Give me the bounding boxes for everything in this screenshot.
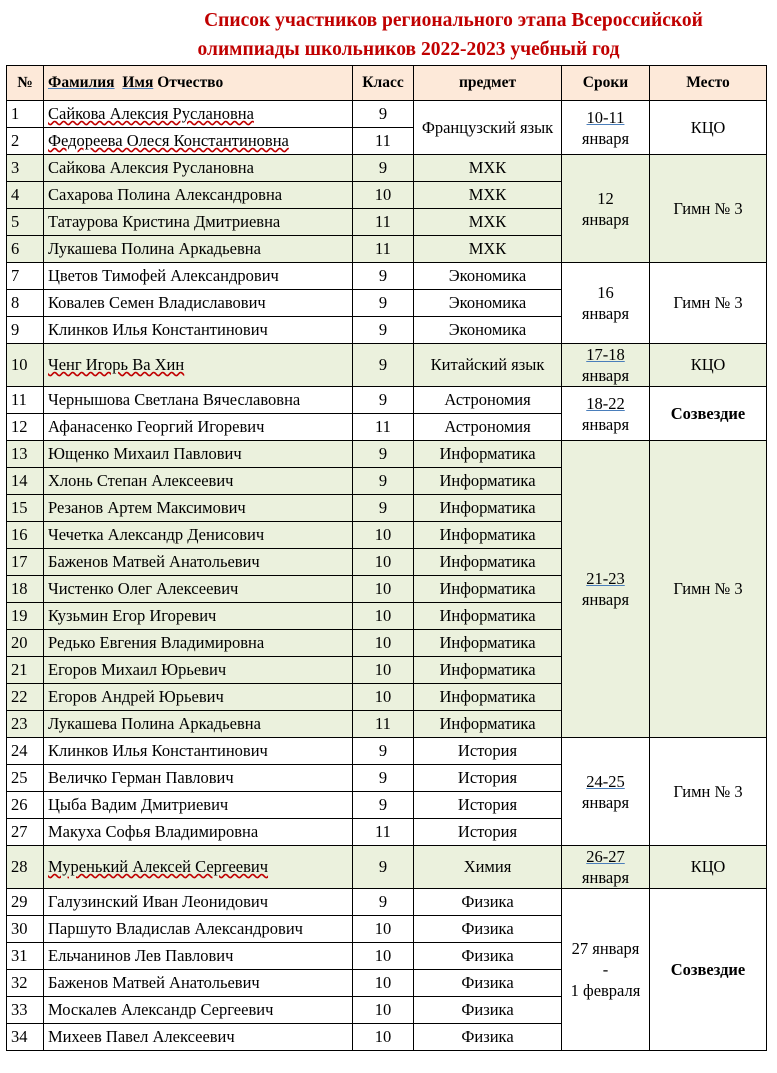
table-row	[7, 889, 767, 916]
group-place: Гимн № 3	[650, 155, 767, 263]
row-name: Сахарова Полина Александровна	[44, 182, 353, 209]
row-num: 34	[7, 1024, 44, 1051]
group-place: Созвездие	[650, 889, 767, 1051]
dates-dash: -	[602, 960, 609, 979]
row-name-text: Сайкова Алексия Руслановна	[48, 104, 254, 123]
row-num: 25	[7, 765, 44, 792]
row-grade: 10	[353, 549, 414, 576]
row-name	[44, 128, 353, 155]
row-subject: Информатика	[414, 630, 562, 657]
row-num: 11	[7, 387, 44, 414]
dates-month: января	[581, 366, 630, 385]
header-name-b: Имя	[122, 74, 154, 91]
group-place: КЦО	[650, 846, 767, 889]
dates-month: января	[581, 590, 630, 609]
row-subject: Информатика	[414, 576, 562, 603]
group-dates	[562, 846, 650, 889]
row-grade: 9	[353, 387, 414, 414]
row-name: Кузьмин Егор Игоревич	[44, 603, 353, 630]
group-place: Гимн № 3	[650, 738, 767, 846]
row-num: 23	[7, 711, 44, 738]
group-place: Гимн № 3	[650, 263, 767, 344]
header-num: №	[7, 66, 44, 101]
dates-range: 17-18	[586, 345, 625, 364]
row-name: Цветов Тимофей Александрович	[44, 263, 353, 290]
row-grade: 10	[353, 943, 414, 970]
table-row	[7, 155, 767, 182]
row-subject: Химия	[414, 846, 562, 889]
row-name: Ельчанинов Лев Павлович	[44, 943, 353, 970]
row-grade: 11	[353, 414, 414, 441]
row-num: 6	[7, 236, 44, 263]
row-name: Чистенко Олег Алексеевич	[44, 576, 353, 603]
row-name: Егоров Михаил Юрьевич	[44, 657, 353, 684]
row-name	[44, 344, 353, 387]
row-grade: 9	[353, 495, 414, 522]
row-subject: Экономика	[414, 317, 562, 344]
row-num: 1	[7, 101, 44, 128]
document-title	[0, 6, 777, 64]
row-name	[44, 468, 353, 495]
group-dates	[562, 889, 650, 1051]
row-subject: Экономика	[414, 290, 562, 317]
row-grade: 10	[353, 657, 414, 684]
row-name: Татаурова Кристина Дмитриевна	[44, 209, 353, 236]
row-grade: 9	[353, 344, 414, 387]
row-subject: Физика	[414, 970, 562, 997]
row-name: Редько Евгения Владимировна	[44, 630, 353, 657]
row-grade: 10	[353, 182, 414, 209]
row-name: Ющенко Михаил Павлович	[44, 441, 353, 468]
row-grade: 11	[353, 711, 414, 738]
group-dates	[562, 263, 650, 344]
row-name: Чернышова Светлана Вячеславовна	[44, 387, 353, 414]
row-subject: Физика	[414, 916, 562, 943]
row-name: Макуха Софья Владимировна	[44, 819, 353, 846]
row-grade: 11	[353, 128, 414, 155]
row-grade: 9	[353, 263, 414, 290]
row-grade: 9	[353, 765, 414, 792]
dates-range: 26-27	[586, 847, 625, 866]
row-num: 29	[7, 889, 44, 916]
group-dates	[562, 738, 650, 846]
row-num: 7	[7, 263, 44, 290]
dates-range: 21-23	[586, 569, 625, 588]
row-grade: 10	[353, 630, 414, 657]
row-num: 16	[7, 522, 44, 549]
row-grade: 11	[353, 209, 414, 236]
dates-month: января	[581, 304, 630, 323]
row-grade: 10	[353, 1024, 414, 1051]
row-grade: 9	[353, 441, 414, 468]
row-name-text: Муренький Алексей Сергеевич	[48, 857, 269, 876]
row-num: 2	[7, 128, 44, 155]
row-subject: МХК	[414, 182, 562, 209]
row-subject: История	[414, 738, 562, 765]
row-subject: Информатика	[414, 495, 562, 522]
row-num: 32	[7, 970, 44, 997]
row-num: 15	[7, 495, 44, 522]
row-subject: Информатика	[414, 522, 562, 549]
row-name: Галузинский Иван Леонидович	[44, 889, 353, 916]
row-num: 10	[7, 344, 44, 387]
table-row	[7, 101, 767, 128]
row-grade: 9	[353, 101, 414, 128]
header-name-a: Фамилия	[48, 74, 115, 91]
row-name: Афанасенко Георгий Игоревич	[44, 414, 353, 441]
row-grade: 9	[353, 317, 414, 344]
row-subject: История	[414, 819, 562, 846]
row-num: 30	[7, 916, 44, 943]
row-grade: 10	[353, 916, 414, 943]
row-subject: МХК	[414, 209, 562, 236]
row-subject: Информатика	[414, 684, 562, 711]
header-place: Место	[650, 66, 767, 101]
dates-month: января	[581, 868, 630, 887]
title-line-2: олимпиады школьников 2022-2023 учебный год	[197, 39, 620, 60]
row-name: Михеев Павел Алексеевич	[44, 1024, 353, 1051]
row-grade: 10	[353, 522, 414, 549]
row-name: Клинков Илья Константинович	[44, 738, 353, 765]
row-subject: Физика	[414, 889, 562, 916]
header-subject: предмет	[414, 66, 562, 101]
dates-end: 1 февраля	[570, 981, 641, 1000]
row-num: 21	[7, 657, 44, 684]
row-name: Егоров Андрей Юрьевич	[44, 684, 353, 711]
row-grade: 9	[353, 846, 414, 889]
row-grade: 10	[353, 684, 414, 711]
row-grade: 10	[353, 603, 414, 630]
dates-month: января	[581, 414, 630, 434]
row-num: 8	[7, 290, 44, 317]
row-num: 27	[7, 819, 44, 846]
row-num: 3	[7, 155, 44, 182]
row-name-text: Хлонь Степан Алексеевич	[48, 471, 234, 490]
row-grade: 9	[353, 468, 414, 495]
header-name	[44, 66, 353, 101]
dates-range: 12	[597, 188, 614, 208]
group-dates	[562, 101, 650, 155]
row-num: 20	[7, 630, 44, 657]
row-name: Паршуто Владислав Александрович	[44, 916, 353, 943]
row-subject: Физика	[414, 1024, 562, 1051]
row-name	[44, 101, 353, 128]
row-name: Ковалев Семен Владиславович	[44, 290, 353, 317]
row-name: Цыба Вадим Дмитриевич	[44, 792, 353, 819]
dates-range: 18-22	[586, 393, 625, 413]
row-name-text: Ченг Игорь Ва Хин	[48, 355, 185, 374]
row-grade: 10	[353, 576, 414, 603]
row-num: 28	[7, 846, 44, 889]
table-row	[7, 846, 767, 889]
row-subject: МХК	[414, 155, 562, 182]
row-subject: Физика	[414, 997, 562, 1024]
row-name-text: Федореева Олеся Константиновна	[48, 131, 289, 150]
row-name	[44, 846, 353, 889]
table-row	[7, 441, 767, 468]
row-grade: 11	[353, 236, 414, 263]
row-num: 9	[7, 317, 44, 344]
row-num: 19	[7, 603, 44, 630]
dates-month: января	[581, 128, 630, 148]
dates-range: 24-25	[586, 771, 625, 791]
row-subject: Информатика	[414, 549, 562, 576]
row-subject: Экономика	[414, 263, 562, 290]
title-line-1: Список участников регионального этапа Всероссийской	[204, 10, 703, 31]
row-name: Баженов Матвей Анатольевич	[44, 970, 353, 997]
table-header-row	[7, 66, 767, 101]
row-grade: 9	[353, 290, 414, 317]
table-row	[7, 263, 767, 290]
row-grade: 10	[353, 997, 414, 1024]
row-subject: Информатика	[414, 468, 562, 495]
row-grade: 9	[353, 792, 414, 819]
row-grade: 9	[353, 738, 414, 765]
row-subject: МХК	[414, 236, 562, 263]
group-place: Созвездие	[650, 387, 767, 441]
header-dates: Сроки	[562, 66, 650, 101]
row-name: Сайкова Алексия Руслановна	[44, 155, 353, 182]
row-num: 33	[7, 997, 44, 1024]
row-grade: 11	[353, 819, 414, 846]
row-name: Москалев Александр Сергеевич	[44, 997, 353, 1024]
row-grade: 10	[353, 970, 414, 997]
row-grade: 9	[353, 155, 414, 182]
participants-table	[6, 65, 767, 1051]
table-row	[7, 387, 767, 414]
row-subject: Астрономия	[414, 387, 562, 414]
group-dates	[562, 344, 650, 387]
group-dates	[562, 387, 650, 441]
row-subject: Астрономия	[414, 414, 562, 441]
group-dates	[562, 155, 650, 263]
row-name: Резанов Артем Максимович	[44, 495, 353, 522]
table-row	[7, 738, 767, 765]
row-subject: Информатика	[414, 603, 562, 630]
row-num: 24	[7, 738, 44, 765]
row-subject: Физика	[414, 943, 562, 970]
dates-start: 27 января	[571, 939, 640, 958]
row-subject: Информатика	[414, 711, 562, 738]
row-name: Лукашева Полина Аркадьевна	[44, 711, 353, 738]
dates-month: января	[581, 792, 630, 812]
row-num: 17	[7, 549, 44, 576]
header-name-c: Отчество	[157, 74, 224, 91]
row-num: 4	[7, 182, 44, 209]
row-name: Чечетка Александр Денисович	[44, 522, 353, 549]
row-subject: История	[414, 765, 562, 792]
row-num: 14	[7, 468, 44, 495]
row-name: Клинков Илья Константинович	[44, 317, 353, 344]
row-num: 26	[7, 792, 44, 819]
dates-range: 10-11	[586, 107, 625, 127]
row-num: 12	[7, 414, 44, 441]
table-row	[7, 344, 767, 387]
row-name: Баженов Матвей Анатольевич	[44, 549, 353, 576]
row-num: 5	[7, 209, 44, 236]
group-place: Гимн № 3	[650, 441, 767, 738]
group-place: КЦО	[650, 344, 767, 387]
group-dates	[562, 441, 650, 738]
dates-range: 16	[597, 283, 614, 302]
row-subject: Информатика	[414, 657, 562, 684]
row-num: 31	[7, 943, 44, 970]
row-grade: 9	[353, 889, 414, 916]
row-name: Величко Герман Павлович	[44, 765, 353, 792]
row-num: 22	[7, 684, 44, 711]
row-name: Лукашева Полина Аркадьевна	[44, 236, 353, 263]
row-subject: Французский язык	[414, 101, 562, 155]
group-place: КЦО	[650, 101, 767, 155]
dates-month: января	[581, 209, 630, 229]
row-num: 18	[7, 576, 44, 603]
row-subject: История	[414, 792, 562, 819]
row-subject: Информатика	[414, 441, 562, 468]
row-num: 13	[7, 441, 44, 468]
header-grade: Класс	[353, 66, 414, 101]
row-subject: Китайский язык	[414, 344, 562, 387]
